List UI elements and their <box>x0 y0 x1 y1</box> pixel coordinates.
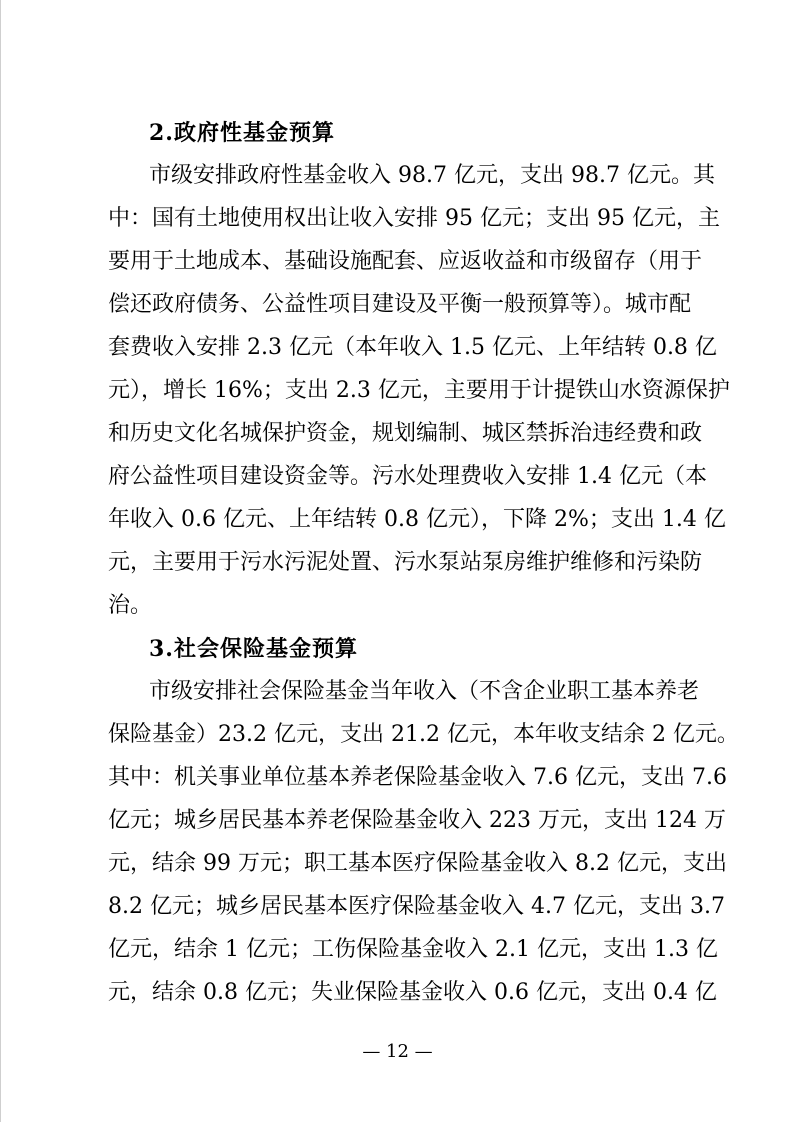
paragraph-line: 元），增长 16%；支出 2.3 亿元，主要用于计提铁山水资源保护 <box>108 378 730 403</box>
paragraph-line: 年收入 0.6 亿元、上年结转 0.8 亿元），下降 2%；支出 1.4 亿 <box>108 507 726 532</box>
paragraph-line: 8.2 亿元；城乡居民基本医疗保险基金收入 4.7 亿元，支出 3.7 <box>108 894 725 919</box>
paragraph-line: 治。 <box>108 593 153 618</box>
paragraph-line: 亿元，结余 1 亿元；工伤保险基金收入 2.1 亿元，支出 1.3 亿 <box>108 937 718 962</box>
paragraph-line: 偿还政府债务、公益性项目建设及平衡一般预算等）。城市配 <box>108 292 692 317</box>
paragraph-line: 保险基金）23.2 亿元，支出 21.2 亿元，本年收支结余 2 亿元。 <box>108 722 739 747</box>
paragraph-line: 府公益性项目建设资金等。污水处理费收入安排 1.4 亿元（本 <box>108 464 707 489</box>
paragraph-line: 和历史文化名城保护资金，规划编制、城区禁拆治违经费和政 <box>108 421 703 446</box>
paragraph-line: 元，结余 99 万元；职工基本医疗保险基金收入 8.2 亿元，支出 <box>108 851 727 876</box>
paragraph-line: 要用于土地成本、基础设施配套、应返收益和市级留存（用于 <box>108 249 703 274</box>
paragraph-line: 套费收入安排 2.3 亿元（本年收入 1.5 亿元、上年结转 0.8 亿 <box>108 335 717 360</box>
paragraph-line: 中：国有土地使用权出让收入安排 95 亿元；支出 95 亿元，主 <box>108 206 720 231</box>
paragraph-line: 元，主要用于污水污泥处置、污水泵站泵房维护维修和污染防 <box>108 550 703 575</box>
paragraph-line: 其中：机关事业单位基本养老保险基金收入 7.6 亿元，支出 7.6 <box>108 765 727 790</box>
paragraph-line: 市级安排政府性基金收入 98.7 亿元，支出 98.7 亿元。其 <box>149 163 715 188</box>
paragraph-line: 市级安排社会保险基金当年收入（不含企业职工基本养老 <box>149 679 700 704</box>
section-heading-social-insurance-fund: 3.社会保险基金预算 <box>149 636 358 662</box>
paragraph-line: 元，结余 0.8 亿元；失业保险基金收入 0.6 亿元，支出 0.4 亿 <box>108 980 717 1005</box>
section-heading-government-fund: 2.政府性基金预算 <box>149 120 335 146</box>
page-number: — 12 — <box>362 1041 433 1062</box>
paragraph-line: 亿元；城乡居民基本养老保险基金收入 223 万元，支出 124 万 <box>108 808 726 833</box>
